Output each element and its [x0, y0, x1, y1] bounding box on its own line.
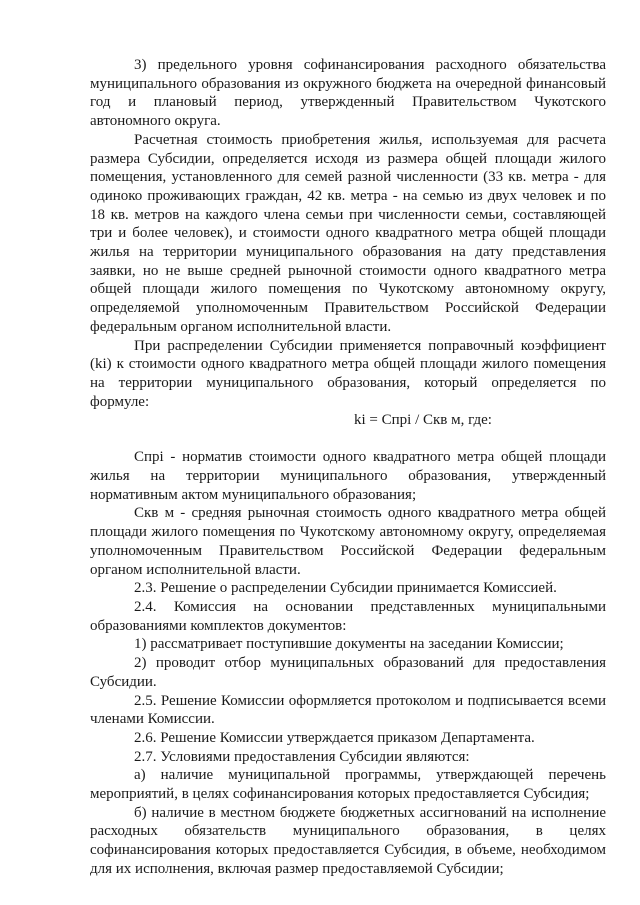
clause-2-4: 2.4. Комиссия на основании представленных муниципальными образованиями комплектов документов: — [90, 598, 606, 634]
clause-2-6: 2.6. Решение Комиссии утверждается приказом Департамента. — [134, 729, 535, 746]
paragraph-cofinancing-level: 3) предельного уровня софинансирования расходного обязательства муниципального образования из окружного бюджета на очередной финансовый год и плановый период, утвержденный Правительством Чукотского автономного округа. — [90, 57, 606, 130]
clause-2-5: 2.5. Решение Комиссии оформляется протоколом и подписывается всеми членами Комиссии. — [90, 692, 606, 728]
clause-2-3: 2.3. Решение о распределении Субсидии принимается Комиссией. — [134, 580, 557, 597]
clause-2-7-item-b: б) наличие в местном бюджете бюджетных ассигнований на исполнение расходных обязательств муниципального образования, в целях софинансирования которых предоставляется Субсидия, в объеме, необходимом для их исполнения, включая размер предоставляемой Субсидии; — [90, 804, 606, 877]
clause-2-7: 2.7. Условиями предоставления Субсидии являются: — [134, 748, 470, 765]
paragraph-correction-coefficient: При распределении Субсидии применяется поправочный коэффициент (ki) к стоимости одного квадратного метра общей площади жилого помещения на территории муниципального образования, который определяется по формуле: — [90, 337, 606, 410]
clause-2-4-item-2: 2) проводит отбор муниципальных образований для предоставления Субсидии. — [90, 655, 606, 690]
definition-ckvm: Cкв м - средняя рыночная стоимость одного квадратного метра общей площади жилого помещения по Чукотскому автономному округу, определяемая уполномоченным Правительством Российской Федерации федеральным органом исполнительной власти. — [90, 505, 606, 578]
clause-2-4-item-1: 1) рассматривает поступившие документы на заседании Комиссии; — [134, 636, 564, 653]
formula-ki: ki = Cпрi / Cкв м, где: — [354, 412, 492, 429]
clause-2-7-item-a: а) наличие муниципальной программы, утверждающей перечень мероприятий, в целях софинансирования которых предоставляется Субсидия; — [90, 767, 606, 803]
definition-cpri: Cпрi - норматив стоимости одного квадратного метра общей площади жилья на территории муниципального образования, утвержденный нормативным актом муниципального образования; — [90, 449, 606, 503]
paragraph-housing-cost: Расчетная стоимость приобретения жилья, используемая для расчета размера Субсидии, определяется исходя из размера общей площади жилого помещения, установленного для семей разной численности (33 кв. метра - для одиноко проживающих граждан, 42 кв. метра - на семью из двух человек и по 18 кв. метров на каждого члена семьи при численности семьи, составляющей три и более человек), и стоимости одного квадратного метра общей площади жилья на территории муниципального образования на дату представления заявки, но не выше средней рыночной стоимости одного квадратного метра общей площади жилого помещения по Чукотскому автономному округу, определяемой уполномоченным Правительством Российской Федерации федеральным органом исполнительной власти. — [90, 131, 606, 335]
